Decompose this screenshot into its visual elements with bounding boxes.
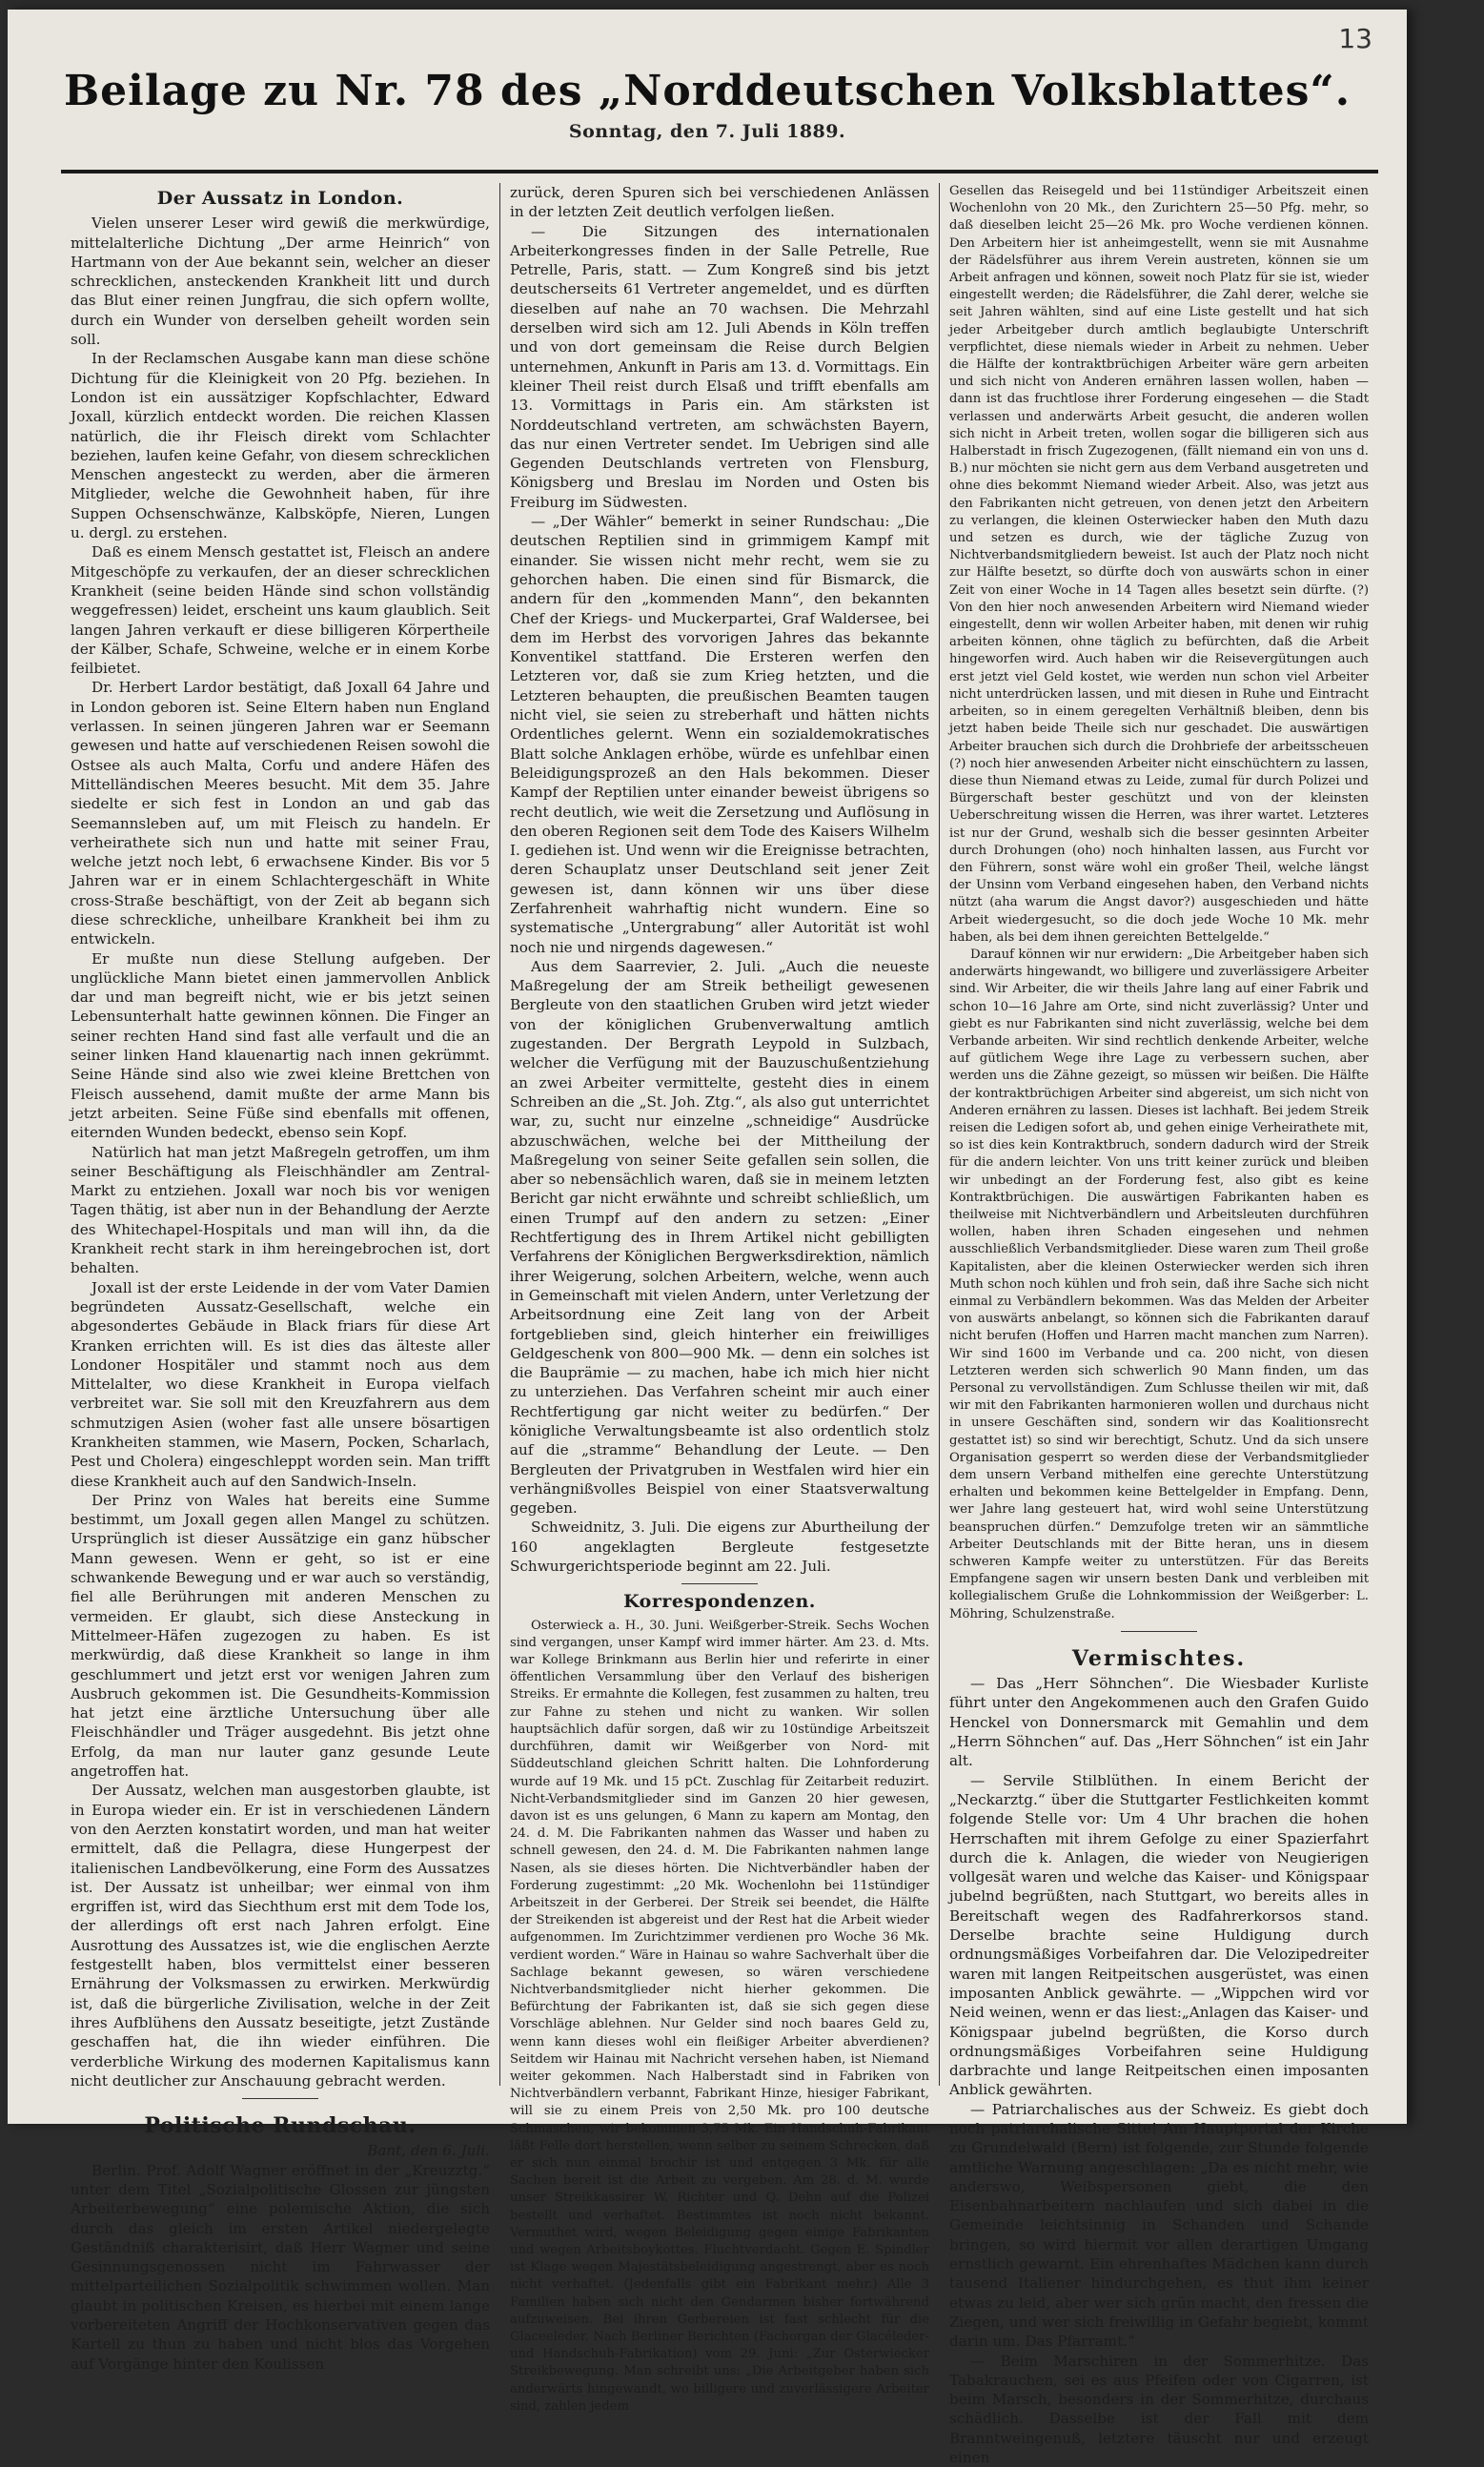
paragraph: — „Der Wähler“ bemerkt in seiner Rundschau: „Die deutschen Reptilien sind in grimmigem Kampf mit einander. Sie wissen nicht mehr recht, wem sie zu gehorchen haben. Die einen sind für Bismarck, die andern für den „kommenden Mann“, den bekannten Chef der Kriegs- und Muckerpartei, Graf Waldersee, bei dem im Herbst des vorvorigen Jahres das bekannte Konventikel stattfand. Die Ersteren werfen den Letzteren vor, daß sie zum Krieg hetzten, und die Letzteren behaupten, die preußischen Beamten taugen nicht viel, sie seien zu streberhaft und hätten nichts Ordentliches gelernt. Wenn ein sozialdemokratisches Blatt solche Anklagen erhöbe, würde es unfehlbar einen Beleidigungsprozeß an den Hals bekommen. Dieser Kampf der Reptilien unter einander beweist übrigens so recht deutlich, wie weit die Zersetzung und Auflösung in den oberen Regionen seit dem Tode des Kaisers Wilhelm I. gediehen ist. Und wenn wir die Ereignisse betrachten, deren Schauplatz unser Deutschland seit jener Zeit gewesen ist, dann können wir uns über diese Zerfahrenheit wahrhaftig nicht wundern. Eine so systematische „Untergrabung“ aller Autorität ist wohl noch nie und nirgends dagewesen.“ [510,513,929,956]
article-heading-aussatz: Der Aussatz in London. [156,188,404,209]
paragraph: Dr. Herbert Lardor bestätigt, daß Joxall 64 Jahre und in London geboren ist. Seine Eltern haben nun England verlassen. In seinen jüngeren Jahren war er Seemann gewesen und hatte auf verschiedenen Reisen sowohl die Ostsee als auch Malta, Corfu und andere Häfen des Mittelländischen Meeres besucht. Mit dem 35. Jahre siedelte er sich fest in London an und gab das Seemannsleben auf, um mit Fleisch zu handeln. Er verheirathete sich nun und hatte mit seiner Frau, welche jetzt noch lebt, 6 erwachsene Kinder. Bis vor 5 Jahren war er in einem Schlachtergeschäft in White cross-Straße beschäftigt, von der Zeit ab begann sich diese schreckliche, unheilbare Krankheit bei ihm zu entwickeln. [71,679,490,948]
column-3 [939,183,1378,2467]
paragraph: Natürlich hat man jetzt Maßregeln getroffen, um ihm seiner Beschäftigung als Fleischhändler am Zentral-Markt zu entziehen. Joxall war noch bis vor wenigen Tagen thätig, ist aber nun in der Behandlung der Aerzte des Whitechapel-Hospitals und man will ihn, da die Krankheit recht stark in ihm hereingebrochen ist, dort behalten. [71,1143,490,1277]
section-divider [242,2098,318,2099]
paragraph: — Beim Marschiren in der Sommerhitze. Das Tabakrauchen, sei es aus Pfeifen oder von Cigarren, ist beim Marsch, besonders in der Sommerhitze, durchaus schädlich. Dasselbe ist der Fall mit dem Branntweingenuß, letztere täuscht nur und erzeugt einen [949,2352,1369,2467]
section-divider [1121,1631,1197,1632]
section-heading-korrespondenzen: Korrespondenzen. [623,1591,816,1613]
section-heading-vermischtes: Vermischtes. [1071,1645,1247,1671]
paragraph: Darauf können wir nur erwidern: „Die Arbeitgeber haben sich anderwärts hingewandt, wo billigere und zuverlässigere Arbeiter sind. Wir Arbeiter, die wir theils Jahre lang auf einer Fabrik und schon 10—16 Jahre am Orte, sind nicht zuverlässig? Unter und giebt es nur Fabrikanten sind nicht zuverlässig, welche bei dem Verbande arbeiten. Wir sind rechtlich denkende Arbeiter, welche auf gütlichem Wege ihre Lage zu verbessern suchen, aber werden uns die Zähne gezeigt, so müssen wir beißen. Die Hälfte der kontraktbrüchigen Arbeiter sind abgereist, um sich nicht von Anderen ernähren zu lassen. Dieses ist lachhaft. Bei jedem Streik reisen die Ledigen sofort ab, und gehen einige Verheirathete mit, so ist dies kein Kontraktbruch, sondern dadurch wird der Streik für die andern leichter. Von uns tritt keiner zurück und bleiben wir unbedingt an der Forderung fest, also gibt es keine Kontraktbrüchigen. Die auswärtigen Fabrikanten haben es theilweise mit Nichtverbändlern und Arbeitsleuten durchführen wollen, haben ihren Schaden eingesehen und nehmen ausschließlich Verbandsmitglieder. Diese waren zum Theil große Kapitalisten, aber die kleinen Osterwiecker werden sich ihren Muth schon noch kühlen und froh sein, daß ihre Sache sich nicht einmal zu Verbändlern bekommen. Was das Melden der Arbeiter von auswärts anbelangt, so können sich die Fabrikanten darauf nicht berufen (Hoffen und Harren macht manchen zum Narren). Wir sind 1600 im Verbande und ca. 200 nicht, von diesen Letzteren werden sich schwerlich 90 Mann finden, um das Personal zu vervollständigen. Zum Schlusse theilen wir mit, daß wir mit den Fabrikanten harmonieren wollen und durchaus nicht in unsere Geschäften sind, sondern wir das Koalitionsrecht gestattet ist) so sind wir berechtigt, Schutz. Und da sich unsere Organisation gesperrt so werden diese der Verbandsmitglieder dem unsern Verband mithelfen eine gerechte Unterstützung erhalten und bekommen keine Bettelgelder in Empfang. Denn, wer Jahre lang gesteuert hat, wird wohl seine Unterstützung beanspruchen dürfen.“ Demzufolge treten wir an sämmtliche Arbeiter Deutschlands mit der Bitte heran, uns in diesem schweren Kampfe weiter zu unterstützen. Für das Bereits Empfangene sagen wir unsern besten Dank und verbleiben mit kollegialischem Gruße die Lohnkommission der Weißgerber: L. Möhring, Schulzenstraße. [949,947,1369,1621]
column-2 [499,183,939,2414]
paragraph: Schweidnitz, 3. Juli. Die eigens zur Aburtheilung der 160 angeklagten Bergleute festgesetzte Schwurgerichtsperiode beginnt am 22. Juli. [510,1519,929,1576]
paragraph: — Die Sitzungen des internationalen Arbeiterkongresses finden in der Salle Petrelle, Rue Petrelle, Paris, statt. — Zum Kongreß sind bis jetzt deutscherseits 61 Vertreter angemeldet, und es dürften dieselben auf nahe an 70 wachsen. Die Mehrzahl derselben wird sich am 12. Juli Abends in Köln treffen und von dort gemeinsam die Reise durch Belgien unternehmen, Ankunft in Paris am 13. d. Vormittags. Ein kleiner Theil reist durch Elsaß und trifft ebenfalls am 13. Vormittags in Paris ein. Am stärksten ist Norddeutschland vertreten, am schwächsten Bayern, das nur einen Vertreter sendet. Im Uebrigen sind alle Gegenden Deutschlands vertreten von Flensburg, Königsberg und Breslau im Norden und Osten bis Freiburg im Südwesten. [510,222,929,511]
paragraph: Aus dem Saarrevier, 2. Juli. „Auch die neueste Maßregelung der am Streik betheiligt gewesenen Bergleute von den staatlichen Gruben wird jetzt wieder von der königlichen Grubenverwaltung amtlich zugestanden. Der Bergrath Leypold in Sulzbach, welcher die Verfügung mit der Bauzuschußentziehung an zwei Arbeiter vermittelte, gesteht dies in einem Schreiben an die „St. Joh. Ztg.“, als also gut unterrichtet war, zu, sucht nur einzelne „schneidige“ Ausdrücke abzuschwächen, welche bei der Mittheilung der Maßregelung von seiner Seite gefallen sein sollen, die aber so nebensächlich waren, daß sie in meinem letzten Bericht gar nicht erwähnte und schreibt schließlich, um einen Trumpf auf den andern zu setzen: „Einer Rechtfertigung des in Ihrem Artikel nicht gebilligten Verfahrens der Königlichen Bergwerksdirektion, nämlich ihrer Weigerung, solchen Arbeitern, welche, wenn auch in Gemeinschaft mit vielen Andern, unter Verletzung der Arbeitsordnung eine Zeit lang von der Arbeit fortgeblieben sind, gleich hinterher ein freiwilliges Geldgeschenk von 800—900 Mk. — denn ein solches ist die Bauprämie — zu machen, habe ich mich hier nicht zu unterziehen. Das Verfahren scheint mir auch einer Rechtfertigung gar nicht weiter zu bedürfen.“ Der königliche Verwaltungsbeamte ist also ordentlich stolz auf die „stramme“ Behandlung der Leute. — Den Bergleuten der Privatgruben in Westfalen wird hier ein verhängnißvolles Beispiel von einer Staatsverwaltung gegeben. [510,957,929,1518]
section-divider [681,1583,758,1584]
dateline-bant: Bant, den 6. Juli. [367,2142,490,2160]
article-columns [61,183,1378,2467]
paragraph: Er mußte nun diese Stellung aufgeben. Der unglückliche Mann bietet einen jammervollen Anblick dar und man begreift nicht, wie er bis jetzt seinen Lebensunterhalt hatte gewinnen können. Die Finger an seiner rechten Hand sind fast alle verfault und die an seiner linken Hand klauenartig nach innen gekrümmt. Seine Hände sind also wie zwei kleine Brettchen von Fleisch aussehend, damit mußte der arme Mann bis jetzt arbeiten. Seine Füße sind ebenfalls mit offenen, eiternden Wunden bedeckt, ebenso sein Kopf. [71,949,490,1142]
masthead-rule [61,170,1378,173]
paragraph: zurück, deren Spuren sich bei verschiedenen Anlässen in der letzten Zeit deutlich verfolgen ließen. [510,184,929,221]
paragraph: Berlin. Prof. Adolf Wagner eröffnet in der „Kreuzztg.“ unter dem Titel „Sozialpolitische Glossen zur jüngsten Arbeiterbewegung“ eine polemische Aktion, die sich durch das gleich im ersten Artikel niedergelegte Geständniß charakterisirt, daß Herr Wagner und seine Gesinnungsgenossen nicht im Fahrwasser der mittelparteilichen Sozialpolitik schwimmen wollen. Man glaubt in politischen Kreisen, es hierbei mit einem lange vorbereiteten Angriff der Hochkonservativen gegen das Kartell zu thun zu haben und nicht blos das Vorgehen auf Vorgänge hinter den Koulissen [71,2161,490,2373]
paragraph: Gesellen das Reisegeld und bei 11stündiger Arbeitszeit einen Wochenlohn von 20 Mk., den Zurichtern 25—50 Pfg. mehr, so daß dieselben leicht 25—26 Mk. pro Woche verdienen können. Den Arbeitern hier ist anheimgestellt, wenn sie mit Ausnahme der Rädelsführer aus ihrem Verein austreten, können sie um Arbeit anfragen und können, soweit noch Platz für sie ist, wieder eingestellt werden; die Rädelsführer, die Zahl derer, welche sie seit Jahren wählten, sind auf eine Liste gestellt und hat sich jeder Arbeitgeber durch amtlich beglaubigte Unterschrift verpflichtet, diese niemals wieder in Arbeit zu nehmen. Ueber die Hälfte der kontraktbrüchigen Arbeiter wäre gern arbeiten und sich nicht von Anderen ernähren lassen wollen, haben — dann ist das fruchtlose ihrer Forderung eingesehen — die Stadt verlassen und anderwärts Arbeit gesucht, die anderen wollen sich nicht in Arbeit treten, wollen sogar die billigeren sich aus Halberstadt in frisch Zugezogenen, (fällt niemand ein von uns d. B.) nur möchten sie nicht gern aus dem Verband ausgetreten und ohne dies bekommt Niemand wieder Arbeit. Also, was jetzt aus den Fabrikanten nicht getreuen, von denen jetzt den Arbeitern zu verlangen, die kleinen Osterwiecker haben den Muth dazu und setzen es durch, wie der tägliche Zuzug von Nichtverbandsmitgliedern beweist. Ist auch der Platz noch nicht zur Hälfte besetzt, so dürfte doch von auswärts schon in einer Zeit von einer Woche in 14 Tagen alles besetzt sein dürfte. (?) Von den hier noch anwesenden Arbeitern wird Niemand wieder eingestellt, denn wir wollen Arbeiter haben, mit denen wir ruhig arbeiten können, ohne täglich zu befürchten, daß die Arbeit hingeworfen wird. Auch haben wir die Reisevergütungen auch erst jetzt viel Geld kostet, wie werden nun schon viel Arbeiter nicht unterdrücken lassen, und mit diesen in Ruhe und Eintracht arbeiten, so in einem geregelten Verhältniß bleiben, denn bis jetzt haben beide Theile sich nur geschadet. Die auswärtigen Arbeiter brauchen sich durch die Drohbriefe der arbeitsscheuen (?) noch hier anwesenden Arbeiter nicht einschüchtern zu lassen, diese thun Niemand etwas zu Leide, zumal für durch Polizei und Bürgerschaft bester geschützt und von der kleinsten Ueberschreitung wissen die Herren, was ihrer wartet. Letzteres ist nur der Grund, weshalb sich die besser gesinnten Arbeiter durch Drohungen (oho) noch hinhalten lassen, aus Furcht vor den Führern, sonst wäre wohl ein großer Theil, welche längst der Unsinn vom Verband eingesehen haben, den Verband nichts nützt (aha warum die Angst davor?) ausgeschieden und hätte Arbeit wiedergesucht, so die doch jede Woche 10 Mk. mehr haben, als bei dem ihnen gereichten Bettelgelde.“ [949,184,1369,945]
paragraph: Der Prinz von Wales hat bereits eine Summe bestimmt, um Joxall gegen allen Mangel zu schützen. Ursprünglich ist dieser Aussätzige ein ganz hübscher Mann gewesen. Wenn er geht, so ist er eine schwankende Bewegung und er war auch so verständig, fiel alle Berührungen mit anderen Menschen zu vermeiden. Er glaubt, sich diese Ansteckung in Mittelmeer-Häfen zugezogen zu haben. Es ist merkwürdig, daß diese Krankheit so lange in ihm geschlummert und jetzt erst vor wenigen Jahren zum Ausbruch gekommen ist. Die Gesundheits-Kommission hat jetzt eine ärztliche Untersuchung über alle Fleischhändler und Träger ausgedehnt. Bis jetzt ohne Erfolg, da man nur lauter ganz gesunde Leute angetroffen hat. [71,1491,490,1781]
paragraph: Joxall ist der erste Leidende in der vom Vater Damien begründeten Aussatz-Gesellschaft, welche ein abgesondertes Gebäude in Black friars für diese Art Kranken errichten will. Es ist dies das älteste aller Londoner Hospitäler und stammt noch aus dem Mittelalter, wo diese Krankheit in Europa vielfach verbreitet war. Sie soll mit den Kreuzfahrern aus dem schmutzigen Asien (woher fast alle unsere bösartigen Krankheiten stammen, wie Masern, Pocken, Scharlach, Pest und Cholera) eingeschleppt worden sein. Man trifft diese Krankheit auch auf den Sandwich-Inseln. [71,1278,490,1490]
paragraph: Osterwieck a. H., 30. Juni. Weißgerber-Streik. Sechs Wochen sind vergangen, unser Kampf wird immer härter. Am 23. d. Mts. war Kollege Brinkmann aus Berlin hier und referirte in einer öffentlichen Versammlung über den Verlauf des bisherigen Streiks. Er ermahnte die Kollegen, fest zusammen zu halten, treu zur Fahne zu stehen und nicht zu wanken. Wir sollen hauptsächlich dafür sorgen, daß wir zu 10stündige Arbeitszeit durchführen, damit wir Weißgerber von Nord- mit Süddeutschland gleichen Schritt halten. Die Lohnforderung wurde auf 19 Mk. und 15 pCt. Zuschlag für Zeitarbeit reduzirt. Nicht-Verbandsmitglieder sind im Ganzen 20 hier gewesen, davon ist es uns gelungen, 6 Mann zu kapern am Montag, den 24. d. M. Die Fabrikanten nahmen das Wasser und haben zu schnell gewesen, den 24. d. M. Die Fabrikanten nahmen lange Nasen, als sie dieses hörten. Die Nichtverbändler haben der Forderung zugestimmt: „20 Mk. Wochenlohn bei 11stündiger Arbeitszeit in der Gerberei. Der Streik sei beendet, die Hälfte der Streikenden ist abgereist und der Rest hat die Arbeit wieder aufgenommen. Im Zurichtzimmer verdienen pro Woche 36 Mk. verdient worden.“ Wäre in Hainau so wahre Sachverhalt über die Sachlage bekannt gewesen, so wären verschiedene Nichtverbandsmitglieder nicht hierher gekommen. Die Befürchtung der Fabrikanten ist, daß sie sich gegen diese Vorschläge ablehnen. Nur Gelder sind noch baares Geld zu, wenn kann dieses wohl ein fleißiger Arbeiter abverdienen? Seitdem wir Hainau mit Nachricht versehen haben, ist Niemand weiter gekommen. Nach Halberstadt sind in Fabriken von Nichtverbändlern verbannt, Fabrikant Hinze, hiesiger Fabrikant, will sie zu einem Preis von 2,50 Mk. pro 100 deutsche Schmaschen, wir bekommen 3,75 Mk. Ein Handschuh-Fabrikant läßt Felle dort herstellen, wenn selber zu seinem Schrecken, daß er sich nun einmal brochir ist und entgegen 3 Mk. für alle Sachen bereit ist die Arbeit zu vergeben. Am 28. d. M. wurde unser Streikkassirer W. Richter und Q. Dehn auf die Polizei bestellt und verhaftet. Bestimmtes ist noch nicht bekannt. Vermuthet wird, wegen Beleidigung gegen einige Fabrikanten und wegen Arbeitsboykottes. Fluchtverdacht. Gegen E. Spindler ist Klage wegen Majestätsbeleidigung angestrengt, aber es noch nicht verhaftet. (Jedenfalls gibt ein Fabrikant mehr.) Alle 3 Familien haben sich nicht den Gendarmen bisher fortwährend aufzuweisen. Bei ihren Gerbereien ist fast schlecht für die Glaceeleder. Nach Berliner Berichten (Fachorgan der Glacéleder- und Handschuh-Fabrikation) vom 29. Juni: „Zur Osterwiecker Streikbewegung. Man schreibt uns: „Die Arbeitgeber haben sich anderwärts hingewandt, wo billigere und zuverlässigere Arbeiter sind, zahlen jedem [510,1618,929,2414]
section-heading-rundschau: Politische Rundschau. [144,2113,417,2139]
newspaper-page [8,10,1407,2467]
paragraph: — Patriarchalisches aus der Schweiz. Es giebt doch noch patriarchalische Sitte! Am Hauptportal der Kirche zu Grundelwald (Bern) ist folgende, zur Stunde folgende amtliche Warnung angeschlagen: „Da es nicht mehr, wie anderswo, Weibspersonen giebt, die den Eisenbahnarbeitern nachlaufen und sich dabei in die Gemeinde leichtsinnig in Schanden und Schande bringen, so wird hiermit vor allen derartigen Umgang ernstlich gewarnt. Ein ehrenhaftes Mädchen kann durch tausend Italiener hindurchgehen, es thut ihm keiner etwas zu leid, aber wer sich grün macht, den fressen die Ziegen, und wer sich freiwillig in Gefahr begiebt, kommt darin um. Das Pfarramt.“ [949,2100,1369,2351]
masthead-title: Beilage zu Nr. 78 des „Norddeutschen Volksblattes“. [63,67,1352,115]
paragraph: Daß es einem Mensch gestattet ist, Fleisch an andere Mitgeschöpfe zu verkaufen, der an dieser schrecklichen Krankheit (seine beiden Hände sind schon vollständig weggefressen) leidet, erscheint uns kaum glaublich. Seit langen Jahren verkauft er diese billigeren Körpertheile der Kälber, Schafe, Schweine, welche er in einem Korbe feilbietet. [71,543,490,678]
masthead-date: Sonntag, den 7. Juli 1889. [568,121,846,142]
paragraph: — Das „Herr Söhnchen“. Die Wiesbader Kurliste führt unter den Angekommenen auch den Grafen Guido Henckel von Donnersmarck mit Gemahlin und dem „Herrn Söhnchen“ auf. Das „Herr Söhnchen“ ist ein Jahr alt. [949,1675,1369,1770]
paragraph: — Servile Stilblüthen. In einem Bericht der „Neckarztg.“ über die Stuttgarter Festlichkeiten kommt folgende Stelle vor: Um 4 Uhr brachen die hohen Herrschaften mit ihrem Gefolge zu einer Spazierfahrt durch die k. Anlagen, die wieder von Neugierigen vollgesät waren und welche das Kaiser- und Königspaar jubelnd begrüßten, nach Stuttgart, wo bereits alles in Bereitschaft wegen des Radfahrerkorsos stand. Derselbe brachte seine Huldigung durch ordnungsmäßiges Vorbeifahren dar. Die Velozipedreiter waren mit langen Reitpeitschen ausgerüstet, was einen imposanten Anblick gewährte. — „Wippchen wird vor Neid weinen, wenn er das liest:„Anlagen das Kaiser- und Königspaar jubelnd begrüßten, die Korso durch ordnungsmäßiges Vorbeifahren seine Huldigung darbrachte und lange Reitpeitschen einen imposanten Anblick gewährten. [949,1771,1369,2099]
masthead [8,67,1407,142]
paragraph: Der Aussatz, welchen man ausgestorben glaubte, ist in Europa wieder ein. Er ist in verschiedenen Ländern von den Aerzten konstatirt worden, und man hat weiter ermittelt, daß die Pellagra, diese Hungerpest der italienischen Landbevölkerung, eine Form des Aussatzes ist. Der Aussatz ist unheilbar; wer einmal von ihm ergriffen ist, wird das Siechthum erst mit dem Tode los, der allerdings oft erst nach Jahren erfolgt. Eine Ausrottung des Aussatzes ist, wie die englischen Aerzte festgestellt haben, blos vermittelst einer besseren Ernährung der Volksmassen zu erwirken. Merkwürdig ist, daß die bürgerliche Zivilisation, welche in der Zeit ihres Aufblühens den Aussatz beseitigte, jetzt Zustände geschaffen hat, die ihn wieder einführen. Die verderbliche Wirkung des modernen Kapitalismus kann nicht deutlicher zur Anschauung gebracht werden. [71,1782,490,2090]
column-1 [61,183,499,2373]
paragraph: In der Reclamschen Ausgabe kann man diese schöne Dichtung für die Kleinigkeit von 20 Pfg. beziehen. In London ist ein aussätziger Kopfschlachter, Edward Joxall, kürzlich entdeckt worden. Die reichen Klassen natürlich, die ihr Fleisch direkt vom Schlachter beziehen, laufen keine Gefahr, von diesem schrecklichen Menschen angesteckt zu werden, aber die ärmeren Mitglieder, welche die Gewohnheit haben, für ihre Suppen Ochsenschwänze, Kalbsköpfe, Nieren, Lungen u. dergl. zu erstehen. [71,350,490,542]
page-number: 13 [1338,23,1372,54]
paragraph: Vielen unserer Leser wird gewiß die merkwürdige, mittelalterliche Dichtung „Der arme Heinrich“ von Hartmann von der Aue bekannt sein, welcher an dieser schrecklichen, ansteckenden Krankheit litt und durch das Blut einer reinen Jungfrau, die sich opfern wollte, durch ein Wunder von derselben geheilt worden sein soll. [71,214,490,349]
